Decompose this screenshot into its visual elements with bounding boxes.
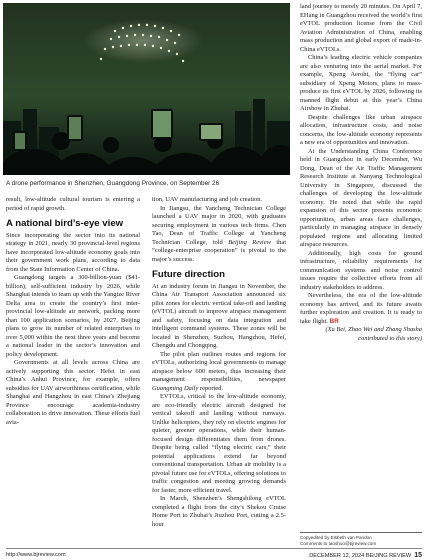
drone-show-image bbox=[3, 3, 290, 175]
page-number: 15 bbox=[414, 552, 422, 559]
publication-name: Guangming Daily bbox=[152, 384, 199, 392]
paragraph bbox=[152, 205, 286, 265]
end-mark: BR bbox=[329, 317, 339, 325]
paragraph: China’s leading electric vehicle companies are also venturing into the aerial market. For example, Xpeng Aeroht, the “flying car” subsidiary of Xpeng Motors, plans to mass-produce its first eVTOL by 2026, following its manned flight debut at this year’s China Airshow in Zhuhai. bbox=[300, 54, 422, 112]
paragraph: In March, Shenzhen’s Shengshilong eVTOL completed a flight from the city’s Shekou Cruise Home Port to Zhuhai’s Jiuzhou Port, cutting a 2.5-hour bbox=[152, 495, 286, 528]
drone-show-photo bbox=[3, 3, 290, 175]
paragraph: At the Understanding China Conference held in Guangzhou in early December, Wu Dong, Dean of the Air Traffic Management Research Institute at Nanyang Technological University in Singapore, discussed the challenges of developing the low-altitude economy. He noted that while the rapid expansion of this sector presents economic opportunities, urban areas face challenges, particularly in managing airspace in densely populated regions and allocating limited airspace resources. bbox=[300, 147, 422, 248]
contributors-note: (Xu Bei, Zhao Wei and Zhang Shasha contributed to this story) bbox=[325, 326, 422, 342]
credits bbox=[300, 532, 422, 546]
paragraph: EVTOLs, critical to the low-altitude economy, are eco-friendly electric aircraft designed for vertical takeoff and landing without runways. Unlike helicopters, they rely on electric engines for quieter, greener operations, while their human-focused design differentiates them from drones. Despite being called “flying electric cars,” their potential applications extend far beyond conventional transportation. Urban air mobility is a pivotal future use for eVTOLs, offering solutions to traffic congestion and meeting growing demands for faster, more efficient travel. bbox=[152, 393, 286, 494]
paragraph-text: reported. bbox=[198, 384, 223, 392]
paragraph-text: In Jiangsu, the Yancheng Technician College launched a UAV major in 2020, with graduates securing employment in various tech firms. Chen Tao, Dean of Traffic College at Yancheng Technician College, told bbox=[152, 204, 286, 246]
column-2 bbox=[152, 196, 286, 529]
copyeditor-credit: Copyedited by Elsbeth van Paridon bbox=[300, 535, 372, 540]
photo-caption: A drone performance in Shenzhen, Guangdong Province, on September 26 bbox=[6, 180, 220, 187]
paragraph-text: that “college-enterprise cooperation” is pivotal to the major’s success. bbox=[152, 238, 287, 263]
paragraph: At an industry forum in Jiangsu in November, the China Air Transport Association announced six pilot zones for electric vertical take-off and landing (eVTOL) aircraft to improve airspace management and safety, focusing on data integration and intelligent command systems. These zones will be located in Shenzhen, Suzhou, Hangzhou, Hefei, Chengdu and Chongqing. bbox=[152, 282, 286, 349]
paragraph-text: Nevertheless, the era of the low-altitude economy has arrived, and its future awaits further exploration and creation. It is ready to take flight. bbox=[300, 292, 422, 325]
paragraph: Additionally, high costs for ground infrastructure, reliability requirements for communication systems and noise control issues require the collective efforts from all industry stakeholders to address. bbox=[300, 249, 422, 291]
publication-name: Beijing Review bbox=[228, 238, 271, 246]
paragraph: Governments at all levels across China are actively supporting this sector. Hefei in east China’s Anhui Province, for example, offers subsidies for UAV airworthiness certification, while Shanghai and Hangzhou in east China’s Zhejiang Province encourage academia-industry collaboration to drive innovation. These efforts fuel avia- bbox=[6, 359, 140, 426]
section-heading-national-view: A national bird’s-eye view bbox=[6, 218, 124, 229]
comments-contact: Comments to taoshuo@bjreview.com bbox=[300, 540, 377, 546]
paragraph: result, low-altitude cultural tourism is entering a period of rapid growth. bbox=[6, 196, 140, 212]
website-link[interactable]: http://www.bjreview.com bbox=[6, 552, 66, 558]
paragraph: Since incorporating the sector into its national strategy in 2021, nearly 30 provincial-level regions have incorporated low-altitude economy goals into their government work plans, according to data from the State Information Center of China. bbox=[6, 231, 140, 273]
issue-info bbox=[309, 552, 422, 559]
paragraph: tion, UAV manufacturing and job creation. bbox=[152, 196, 263, 203]
paragraph bbox=[300, 292, 422, 326]
column-1 bbox=[6, 196, 140, 427]
column-3 bbox=[300, 3, 422, 343]
paragraph-text: The pilot plan outlines routes and regions for eVTOLs, authorizing local governments to manage airspace below 600 meters, thus increasing their management responsibilities, newspaper bbox=[152, 350, 286, 383]
paragraph: Despite challenges like urban airspace allocation, infrastructure costs, and noise concerns, the low-altitude economy represents a new era of opportunities and innovation. bbox=[300, 113, 422, 146]
issue-date: DECEMBER 12, 2024 BEIJING REVIEW bbox=[309, 553, 412, 559]
section-heading-future-direction: Future direction bbox=[152, 269, 226, 280]
page-footer bbox=[6, 548, 422, 559]
paragraph bbox=[152, 351, 286, 394]
paragraph: Guangdong targets a 300-billion-yuan ($41-billion), self-sufficient industry by 2026, while Shanghai intends to team up with the Yangtze River Delta area to create the country’s first inter-provincial low-altitude air network, packing more than 100 application scenarios, by 2027. Beijing plans to grow its number of related enterprises to over 5,000 within the next three years and become a national leader in the sector’s innovation and policy development. bbox=[6, 274, 140, 358]
paragraph: land journey to merely 20 minutes. On April 7, EHang in Guangzhou received the world’s first eVTOL production license from the Civil Aviation Administration of China, enabling mass production and global export of made-in-China eVTOLs. bbox=[300, 3, 422, 53]
